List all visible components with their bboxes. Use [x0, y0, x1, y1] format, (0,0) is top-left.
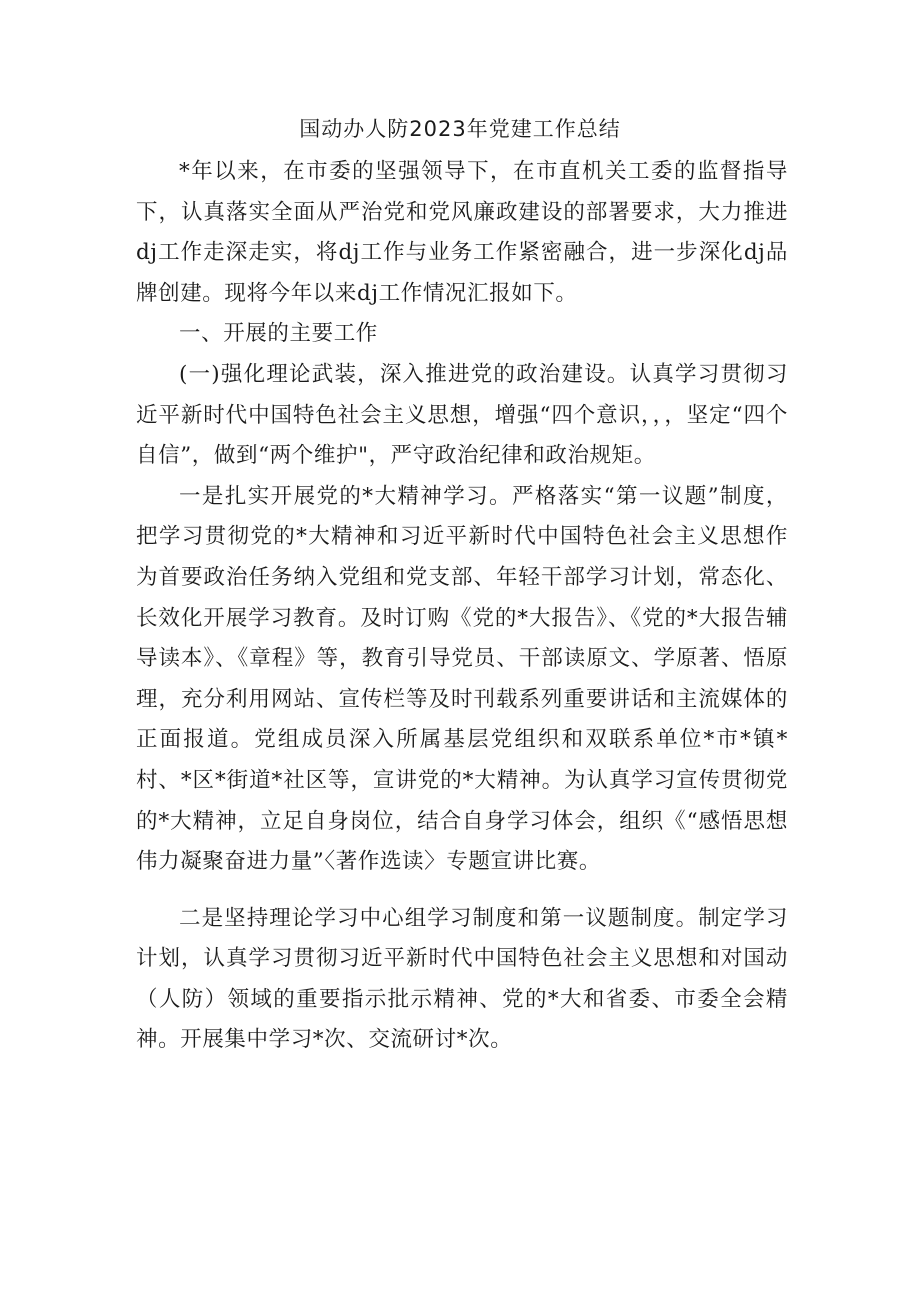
point-one-paragraph: 一是扎实开展党的*大精神学习。严格落实“第一议题”制度，把学习贯彻党的*大精神和习近平新时代中国特色社会主义思想作为首要政治任务纳入党组和党支部、年轻干部学习计划，常态化、长效化开展学习教育。及时订购《党的*大报告》、《党的*大报告辅导读本》、《章程》等，教育引导党员、干部读原文、学原著、悟原理，充分利用网站、宣传栏等及时刊载系列重要讲话和主流媒体的正面报道。党组成员深入所属基层党组织和双联系单位*市*镇*村、*区*街道*社区等，宣讲党的*大精神。为认真学习宣传贯彻党的*大精神，立足自身岗位，结合自身学习体会，组织《“感悟思想伟力凝聚奋进力量”〈著作选读〉专题宣讲比赛。 [136, 483, 788, 875]
document-title: 国动办人防2023年党建工作总结 [299, 117, 621, 141]
subsection-theory-paragraph: (一)强化理论武装，深入推进党的政治建设。认真学习贯彻习近平新时代中国特色社会主义思想，增强“四个意识，，，坚定“四个自信”，做到“两个维护"，严守政治纪律和政治规矩。 [136, 361, 788, 469]
document-body [136, 152, 788, 1061]
point-two-paragraph: 二是坚持理论学习中心组学习制度和第一议题制度。制定学习计划，认真学习贯彻习近平新时代中国特色社会主义思想和对国动（人防）领域的重要指示批示精神、党的*大和省委、市委全会精神。开展集中学习*次、交流研讨*次。 [136, 905, 788, 1053]
section-heading-main-work: 一、开展的主要工作 [179, 321, 378, 347]
intro-paragraph: *年以来，在市委的坚强领导下，在市直机关工委的监督指导下，认真落实全面从严治党和党风廉政建设的部署要求，大力推进dj工作走深走实，将dj工作与业务工作紧密融合，进一步深化dj品牌创建。现将今年以来dj工作情况汇报如下。 [136, 159, 788, 306]
